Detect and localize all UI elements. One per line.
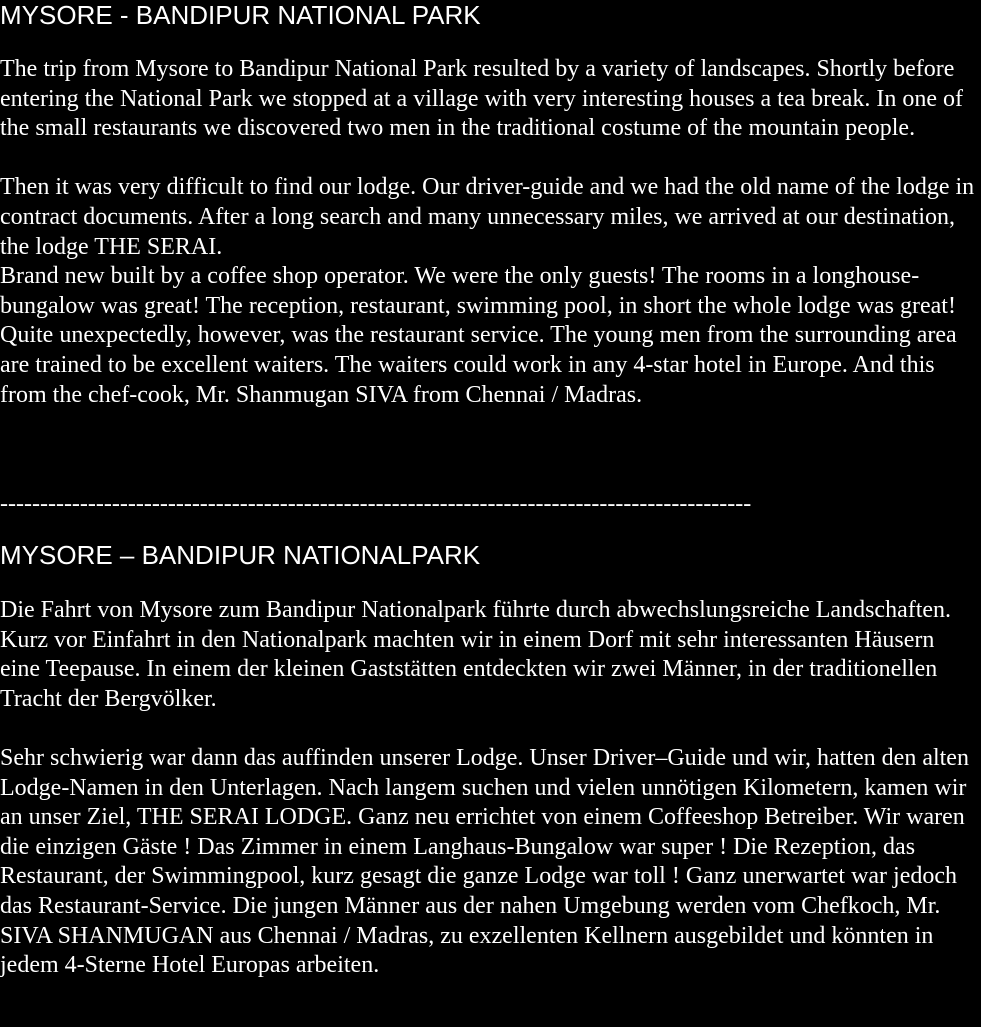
english-body [0, 55, 980, 410]
german-title: MYSORE – BANDIPUR NATIONALPARK [0, 540, 481, 570]
german-paragraph-2: Sehr schwierig war dann das auffinden unserer Lodge. Unser Driver–Guide und wir, hatten den alten Lodge-Namen in den Unterlagen. Nach langem suchen und vielen unnötigen Kilometern, kamen wir an unser Ziel, THE SERAI LODGE. Ganz neu errichtet von einem Coffeeshop Betreiber. Wir waren die einzigen Gäste ! Das Zimmer in einem Langhaus-Bungalow war super ! Die Rezeption, das Restaurant, der Swimmingpool, kurz gesagt die ganze Lodge war toll ! Ganz unerwartet war jedoch das Restaurant-Service. Die jungen Männer aus der nahen Umgebung werden vom Chefkoch, Mr. SIVA SHANMUGAN aus Chennai / Madras, zu exzellenten Kellnern ausgebildet und könnten in jedem 4-Sterne Hotel Europas arbeiten. [0, 744, 969, 979]
german-body [0, 596, 980, 981]
dashed-divider: ---------------------------------------------------------------------------------------------- [0, 491, 752, 517]
paragraph-spacer [0, 144, 980, 174]
english-paragraph-1: The trip from Mysore to Bandipur National Park resulted by a variety of landscapes. Shortly before entering the National Park we stopped at a village with very interesting houses a tea break. In one of the small restaurants we discovered two men in the traditional costume of the mountain people. [0, 56, 964, 142]
english-title: MYSORE - BANDIPUR NATIONAL PARK [0, 0, 481, 30]
divider-container [0, 490, 752, 520]
english-paragraph-3: Brand new built by a coffee shop operator. We were the only guests! The rooms in a longhouse-bungalow was great! The reception, restaurant, swimming pool, in short the whole lodge was great! Quite unexpectedly, however, was the restaurant service. The young men from the surrounding area are trained to be excellent waiters. The waiters could work in any 4-star hotel in Europe. And this from the chef-cook, Mr. Shanmugan SIVA from Chennai / Madras. [0, 263, 957, 408]
german-paragraph-1: Die Fahrt von Mysore zum Bandipur Nationalpark führte durch abwechslungsreiche Landschaften. Kurz vor Einfahrt in den Nationalpark machten wir in einem Dorf mit sehr interessanten Häusern eine Teepause. In einem der kleinen Gaststätten entdeckten wir zwei Männer, in der traditionellen Tracht der Bergvölker. [0, 597, 952, 712]
english-paragraph-2: Then it was very difficult to find our lodge. Our driver-guide and we had the old name of the lodge in contract documents. After a long search and many unnecessary miles, we arrived at our destination, the lodge THE SERAI. [0, 174, 975, 260]
paragraph-spacer [0, 714, 980, 744]
